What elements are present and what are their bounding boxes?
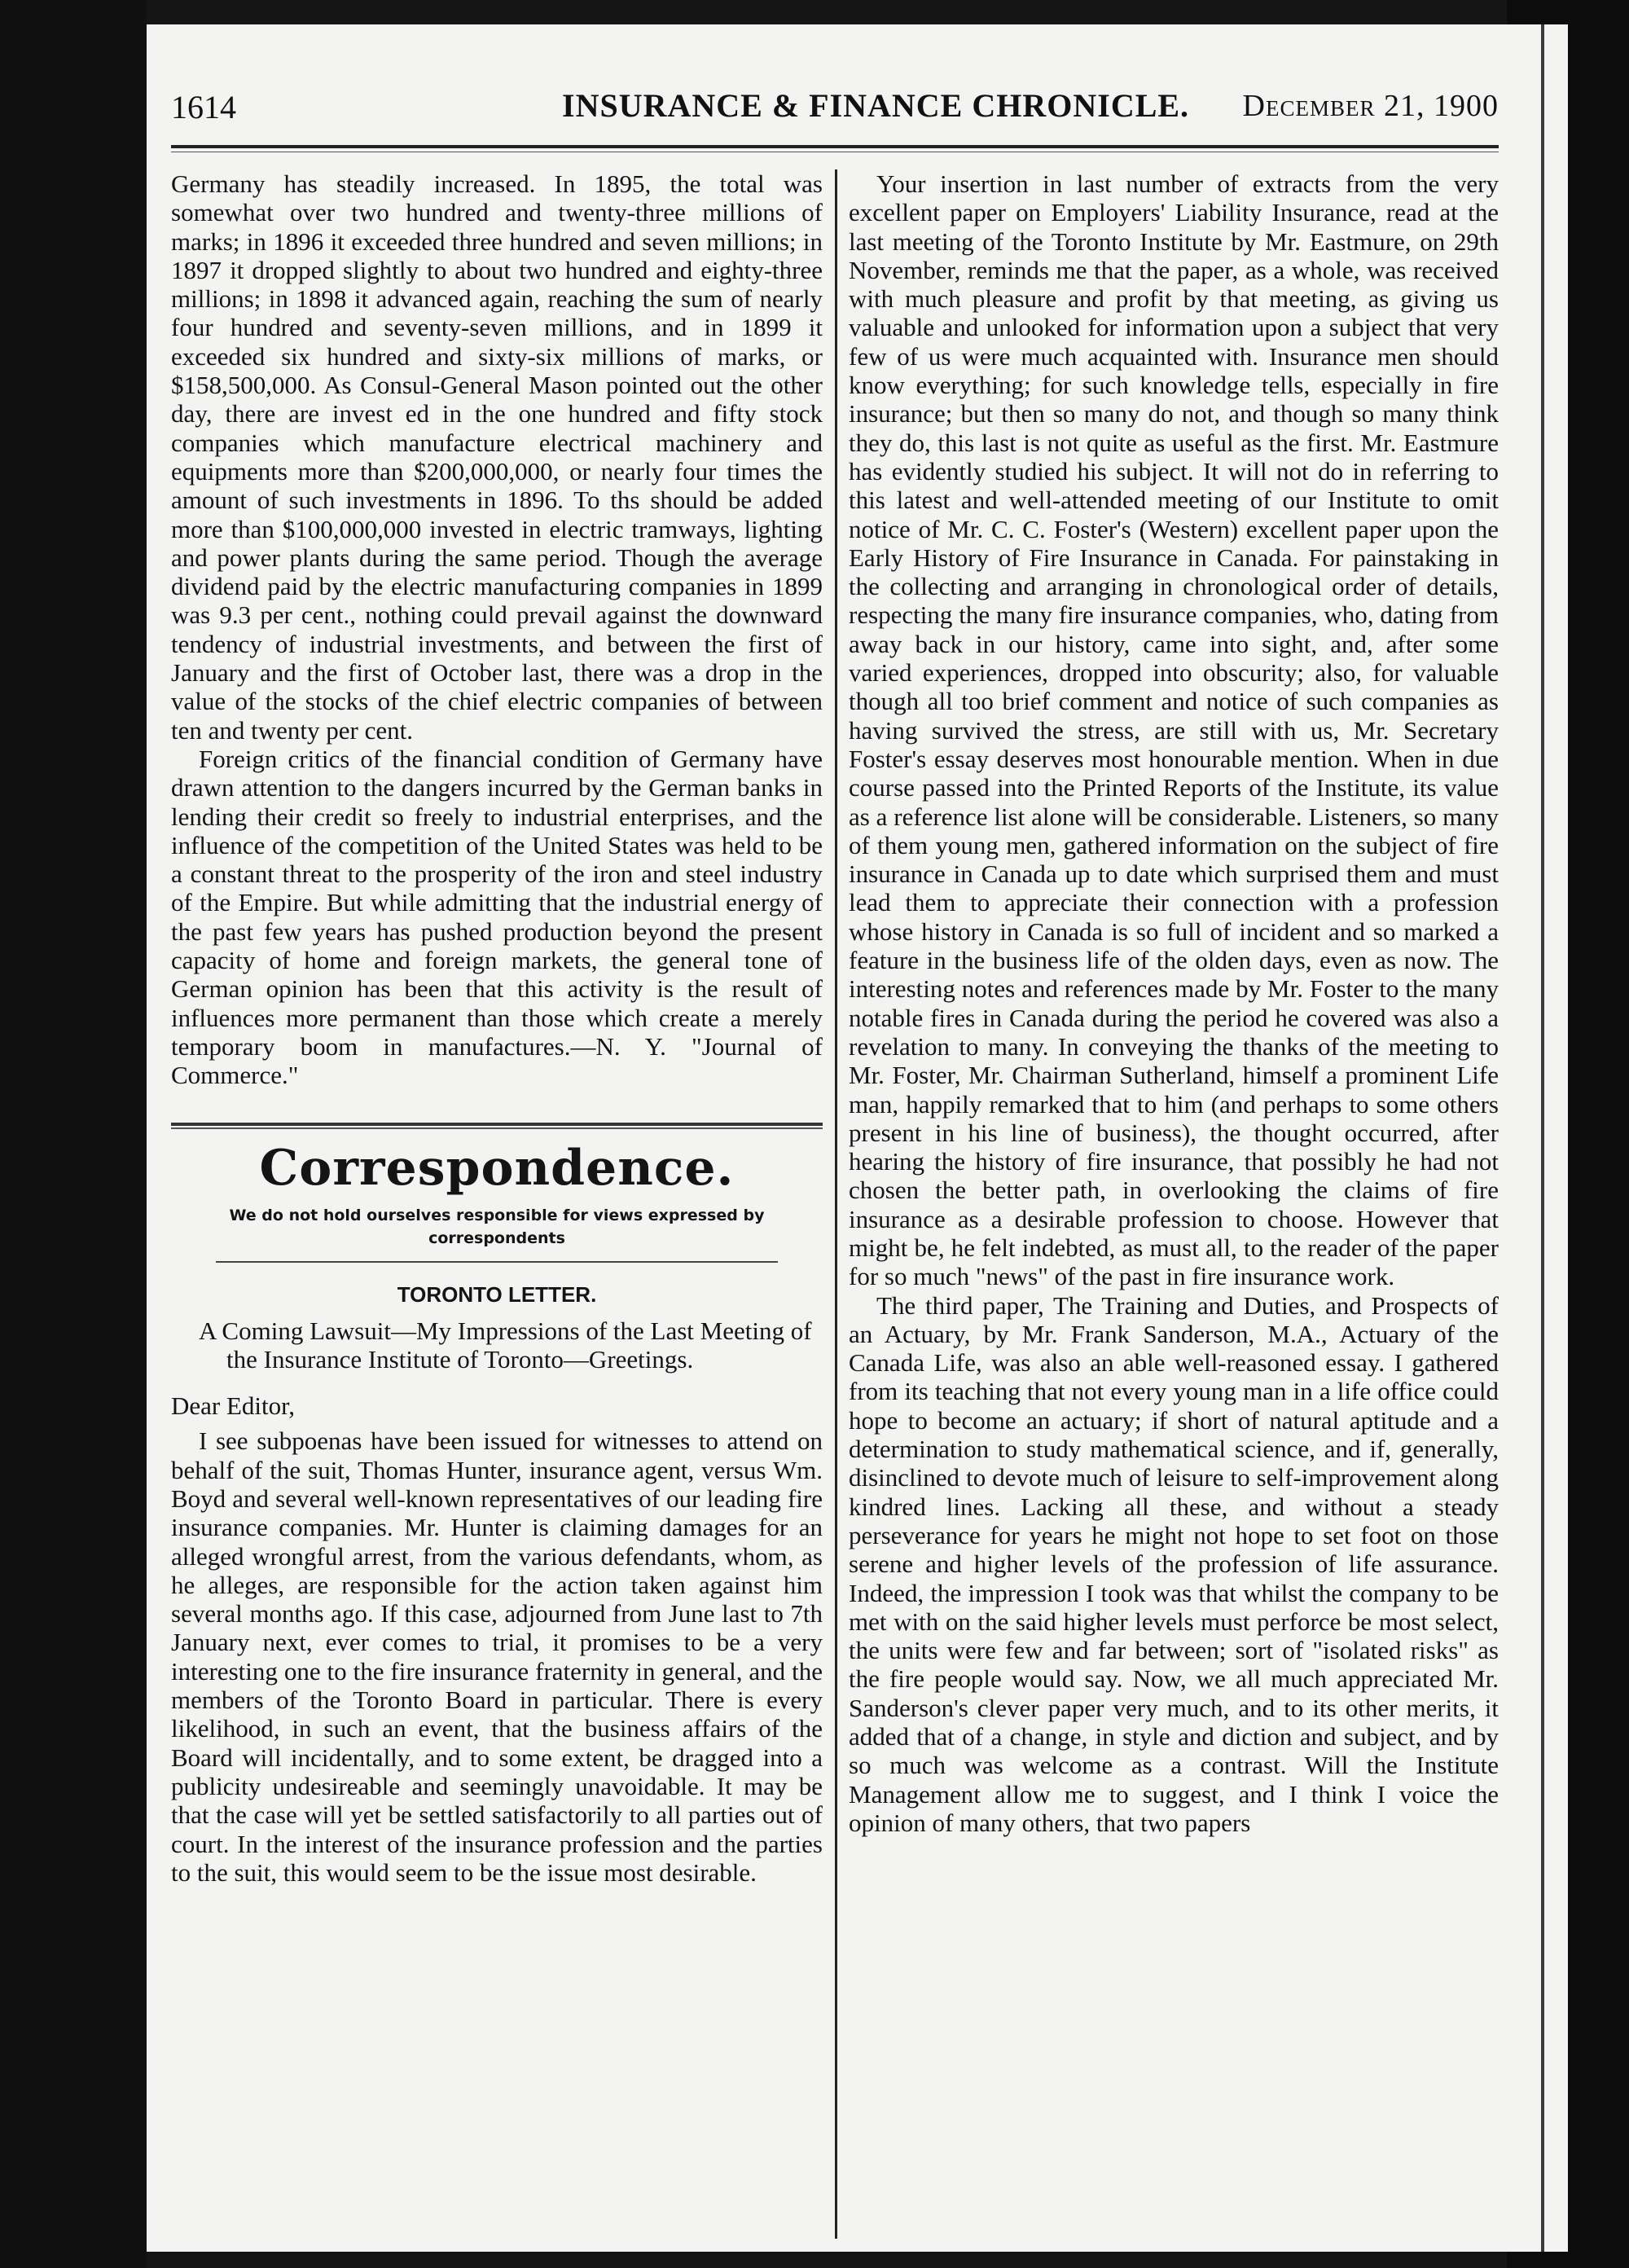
letter-paragraph: The third paper, The Training and Duties, and Prospects of an Actuary, by Mr. Frank Sanderson, M.A., Actuary of the Canada Life, was also an able well-reasoned essay. I gathered from its teaching that not every young man in a life office could hope to become an actuary; if short of natural aptitude and a determination to study mathematical science, and if, generally, disinclined to devote much of leisure to self-improvement along kindred lines. Lacking all these, and without a steady perseverance for years he might not hope to set foot on those serene and higher levels of the profession of life assurance. Indeed, the impression I took was that whilst the company to be met with on the said higher levels must perforce be most select, the units were few and far between; sort of "isolated risks" as the fire people would say. Now, we all much appreciated Mr. Sanderson's clever paper very much, and to its other merits, it added that of a change, in style and diction and subject, and by so much was welcome as a contrast. Will the Institute Management allow me to suggest, and I think I voice the opinion of many others, that two papers	[849, 1290, 1499, 1837]
letter-salutation: Dear Editor,	[171, 1391, 295, 1421]
running-head	[171, 80, 1499, 137]
column-divider	[835, 169, 837, 2239]
page-number: 1614	[171, 89, 236, 125]
scan-margin-left	[0, 0, 147, 2268]
letter-title: TORONTO LETTER.	[397, 1281, 597, 1307]
issue-date: December 21, 1900	[1242, 89, 1499, 123]
article-paragraph: Foreign critics of the financial condition of Germany have drawn attention to the dangers incurred by the German banks in lending their credit so freely to industrial enterprises, and the influence of the competition of the United States was held to be a constant threat to the prosperity of the iron and steel industry of the Empire. But while admitting that the industrial energy of the past few years has pushed production beyond the present capacity of home and foreign markets, the general tone of German opinion has been that this activity is the result of influences more permanent than those which create a merely temporary boom in manufactures.—N. Y. "Journal of Commerce."	[171, 744, 823, 1090]
section-rule	[171, 1123, 823, 1126]
binding-fold	[1541, 24, 1544, 2252]
header-rule	[171, 145, 1499, 148]
section-disclaimer: We do not hold ourselves responsible for views expressed by correspondents	[229, 1206, 765, 1247]
section-rule-thin	[171, 1127, 823, 1129]
section-rule-short	[216, 1261, 778, 1263]
article-paragraph: Germany has steadily increased. In 1895, the total was somewhat over two hundred and twenty-three millions of marks; in 1896 it exceeded three hundred and seven millions; in 1897 it dropped slightly to about two hundred and eighty-three millions; in 1898 it advanced again, reaching the sum of nearly four hundred and seventy-seven millions, and in 1899 it exceeded six hundred and sixty-six millions of marks, or $158,500,000. As Consul-General Mason pointed out the other day, there are invest ed in the one hundred and fifty stock companies which manufacture electrical machinery and equipments more than $200,000,000, or nearly four times the amount of such investments in 1896. To ths should be added more than $100,000,000 invested in electric tramways, lighting and power plants during the same period. Though the average dividend paid by the electric manufacturing companies in 1899 was 9.3 per cent., nothing could prevail against the downward tendency of industrial investments, and between the first of January and the first of October last, there was a drop in the value of the stocks of the chief electric companies of between ten and twenty per cent.	[171, 169, 823, 745]
right-column	[849, 169, 1499, 1837]
page-margin-right	[1523, 24, 1556, 2252]
section-title: Correspondence.	[259, 1139, 735, 1197]
letter-paragraph: I see subpoenas have been issued for witnesses to attend on behalf of the suit, Thomas Hunter, insurance agent, versus Wm. Boyd and several well-known representatives of our leading fire insurance companies. Mr. Hunter is claiming damages for an alleged wrongful arrest, from the various defendants, whom, as he alleges, are responsible for the action taken against him several months ago. If this case, adjourned from June last to 7th January next, ever comes to trial, it promises to be a very interesting one to the fire insurance fraternity in general, and the members of the Toronto Board in particular. There is every likelihood, in such an event, that the business affairs of the Board will incidentally, and to some extent, be dragged into a publicity undesireable and seemingly unavoidable. It may be that the case will yet be settled satisfactorily to all parties out of court. In the interest of the insurance profession and the parties to the suit, this would seem to be the issue most desirable.	[171, 1426, 823, 1887]
publication-title: INSURANCE & FINANCE CHRONICLE.	[562, 87, 1190, 124]
newspaper-page	[147, 24, 1568, 2252]
letter-subhead: A Coming Lawsuit—My Impressions of the Last Meeting of the Insurance Institute of Toronto—Greetings.	[199, 1316, 812, 1374]
left-column	[171, 169, 823, 1887]
letter-paragraph: Your insertion in last number of extracts from the very excellent paper on Employers' Liability Insurance, read at the last meeting of the Toronto Institute by Mr. Eastmure, on 29th November, reminds me that the paper, as a whole, was received with much pleasure and profit by that meeting, as giving us valuable and unlooked for information upon a subject that very few of us were much acquainted with. Insurance men should know everything; for such knowledge tells, especially in fire insurance; but then so many do not, and though so many think they do, this last is not quite as useful as the first. Mr. Eastmure has evidently studied his subject. It will not do in referring to this latest and well-attended meeting of our Institute to omit notice of Mr. C. C. Foster's (Western) excellent paper upon the Early History of Fire Insurance in Canada. For painstaking in the collecting and arranging in chronological order of details, respecting the many fire insurance companies, who, dating from away back in our history, came into sight, and, after some varied experiences, dropped into obscurity; also, for valuable though all too brief comment and notice of such companies as having survived the stress, are still with us, Mr. Secretary Foster's essay deserves most honourable mention. When in due course passed into the Printed Reports of the Institute, its value as a reference list alone will be considerable. Listeners, so many of them young men, gathered information on the subject of fire insurance in Canada up to date which surprised them and must lead them to appreciate their connection with a profession whose history in Canada is so full of incident and so marked a feature in the business life of the olden days, even as now. The interesting notes and references made by Mr. Foster to the many notable fires in Canada during the period he covered was also a revelation to many. In conveying the thanks of the meeting to Mr. Foster, Mr. Chairman Sutherland, himself a prominent Life man, happily remarked that to him (and perhaps to some others present in his line of business), the thought occurred, after hearing the history of fire insurance, that possibly he had not chosen the better path, in overlooking the claims of fire insurance as a desirable profession to choose. However that might be, he felt indebted, as must all, to the reader of the paper for so much "news" of the past in fire insurance work.	[849, 169, 1499, 1291]
